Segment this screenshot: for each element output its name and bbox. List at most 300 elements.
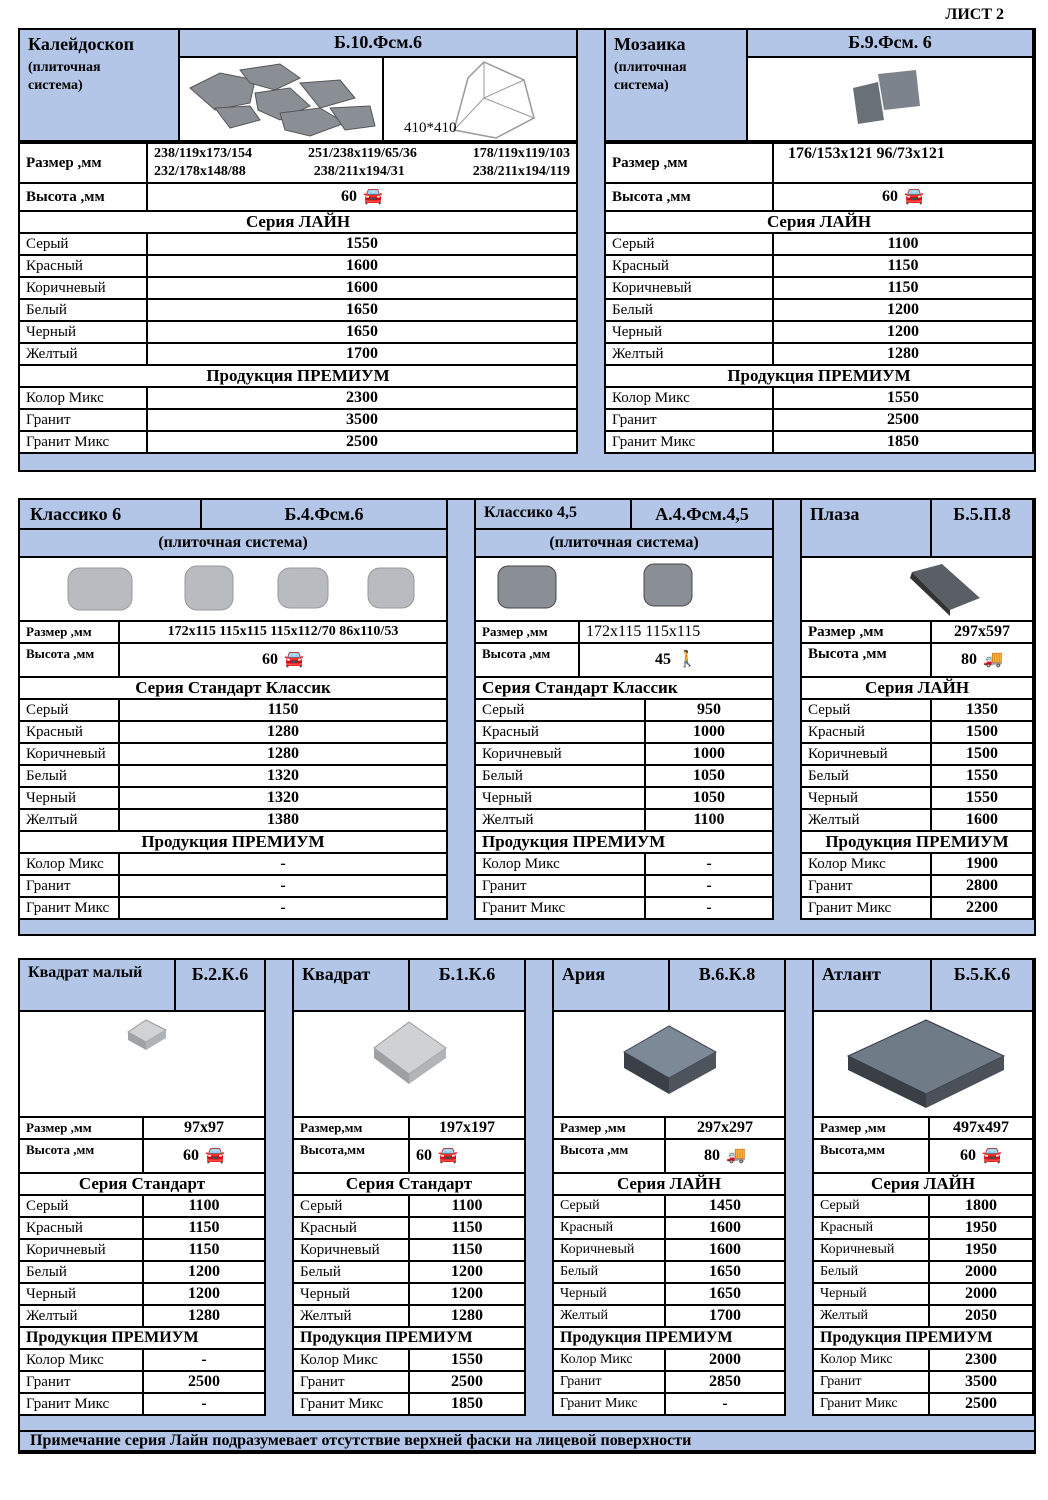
klassiko6-height: 60 🚘	[119, 643, 447, 677]
aria-color-1: Серый	[553, 1195, 665, 1217]
kaleido-height-label: Высота ,мм	[19, 183, 147, 211]
plaza-prem-price-3: 2200	[931, 897, 1033, 919]
plaza-price-4: 1550	[931, 765, 1033, 787]
kvadrat-color-5: Черный	[293, 1283, 409, 1305]
aria-prem-price-1: 2000	[665, 1349, 785, 1371]
price-row	[19, 233, 577, 255]
kaleido-prem-price-1: 2300	[147, 387, 577, 409]
price-row	[813, 1393, 1033, 1415]
kvadrat-price-3: 1150	[409, 1239, 525, 1261]
aria-prem-color-1: Колор Микс	[553, 1349, 665, 1371]
price-row	[801, 853, 1033, 875]
plaza-prem-color-3: Гранит Микс	[801, 897, 931, 919]
mozaika-prem-color-1: Колор Микс	[605, 387, 773, 409]
kaleido-price-5: 1650	[147, 321, 577, 343]
klassiko45-series: Серия Стандарт Классик	[475, 677, 773, 699]
kvadrat-code: Б.1.К.6	[438, 964, 496, 984]
plaza-code-cell	[930, 498, 1034, 558]
atlant-color-1: Серый	[813, 1195, 929, 1217]
klassiko45-code: А.4.Фсм.4,5	[655, 504, 749, 524]
atlant-photo	[812, 1010, 1034, 1118]
mozaika-table	[604, 142, 1034, 454]
kaleido-tiles-image	[180, 58, 382, 140]
kvadrat-color-3: Коричневый	[293, 1239, 409, 1261]
aria-size-label: Размер ,мм	[553, 1117, 665, 1139]
kvmal-color-4: Белый	[19, 1261, 143, 1283]
kvmal-prem-price-1: -	[143, 1349, 265, 1371]
klassiko6-prem-color-1: Колор Микс	[19, 853, 119, 875]
kaleido-photo	[178, 56, 384, 142]
atlant-prem-price-3: 2500	[929, 1393, 1033, 1415]
price-row	[605, 343, 1033, 365]
kvmal-height-label: Высота ,мм	[19, 1139, 143, 1173]
kvmal-color-2: Красный	[19, 1217, 143, 1239]
mozaika-photo	[746, 56, 1034, 142]
price-row	[801, 875, 1033, 897]
kvadrat-name: Квадрат	[302, 964, 371, 984]
kaleido-prem-price-3: 2500	[147, 431, 577, 453]
kvmal-name-cell	[18, 958, 176, 1012]
price-row	[801, 699, 1033, 721]
mozaika-price-2: 1150	[773, 255, 1033, 277]
price-row	[19, 299, 577, 321]
kaleido-price-3: 1600	[147, 277, 577, 299]
mozaika-color-4: Белый	[605, 299, 773, 321]
atlant-height-label: Высота,мм	[813, 1139, 929, 1173]
kvmal-color-6: Желтый	[19, 1305, 143, 1327]
truck-icon: 🚚	[726, 1147, 746, 1165]
kvmal-color-5: Черный	[19, 1283, 143, 1305]
aria-price-1: 1450	[665, 1195, 785, 1217]
price-row	[293, 1349, 525, 1371]
klassiko6-photo	[18, 556, 448, 622]
plaza-name: Плаза	[810, 504, 860, 524]
mozaika-prem-price-3: 1850	[773, 431, 1033, 453]
price-row	[553, 1261, 785, 1283]
kvadrat-color-6: Желтый	[293, 1305, 409, 1327]
atlant-color-4: Белый	[813, 1261, 929, 1283]
kaleido-sub: (плиточная система)	[28, 60, 101, 93]
aria-height-label: Высота ,мм	[553, 1139, 665, 1173]
plaza-color-1: Серый	[801, 699, 931, 721]
aria-price-2: 1600	[665, 1217, 785, 1239]
kvmal-price-4: 1200	[143, 1261, 265, 1283]
klassiko6-color-5: Черный	[19, 787, 119, 809]
kvmal-code: Б.2.К.6	[191, 964, 249, 984]
atlant-prem-price-1: 2300	[929, 1349, 1033, 1371]
klassiko45-prem-price-1: -	[645, 853, 773, 875]
kvadrat-price-6: 1280	[409, 1305, 525, 1327]
price-row	[475, 721, 773, 743]
klassiko6-prem-price-2: -	[119, 875, 447, 897]
atlant-price-1: 1800	[929, 1195, 1033, 1217]
kvadrat-price-5: 1200	[409, 1283, 525, 1305]
kaleido-prem-color-1: Колор Микс	[19, 387, 147, 409]
plaza-height-label: Высота ,мм	[801, 643, 931, 677]
kvmal-series: Серия Стандарт	[19, 1173, 265, 1195]
price-row	[475, 853, 773, 875]
price-row	[19, 1305, 265, 1327]
mozaika-height-label: Высота ,мм	[605, 183, 773, 211]
price-row	[19, 1393, 265, 1415]
klassiko45-color-4: Белый	[475, 765, 645, 787]
price-row	[19, 743, 447, 765]
atlant-color-6: Желтый	[813, 1305, 929, 1327]
atlant-tile-image	[814, 1012, 1032, 1116]
kvadrat-prem-color-1: Колор Микс	[293, 1349, 409, 1371]
atlant-price-5: 2000	[929, 1283, 1033, 1305]
car-icon: 🚘	[438, 1147, 458, 1165]
kvadrat-code-cell	[408, 958, 526, 1012]
mozaika-price-3: 1150	[773, 277, 1033, 299]
plaza-price-6: 1600	[931, 809, 1033, 831]
price-row	[19, 387, 577, 409]
klassiko6-color-3: Коричневый	[19, 743, 119, 765]
klassiko45-name: Классико 4,5	[484, 504, 578, 521]
kvadrat-prem-color-2: Гранит	[293, 1371, 409, 1393]
kaleido-size-label: Размер ,мм	[19, 143, 147, 183]
klassiko6-price-6: 1380	[119, 809, 447, 831]
kvmal-code-cell	[174, 958, 266, 1012]
klassiko45-color-3: Коричневый	[475, 743, 645, 765]
plaza-color-3: Коричневый	[801, 743, 931, 765]
price-row	[813, 1349, 1033, 1371]
plaza-series: Серия ЛАЙН	[801, 677, 1033, 699]
price-row	[605, 321, 1033, 343]
aria-color-6: Желтый	[553, 1305, 665, 1327]
mozaika-prem-color-2: Гранит	[605, 409, 773, 431]
price-row	[293, 1239, 525, 1261]
price-row	[553, 1283, 785, 1305]
price-row	[293, 1305, 525, 1327]
price-row	[801, 743, 1033, 765]
price-row	[19, 1283, 265, 1305]
kaleido-color-3: Коричневый	[19, 277, 147, 299]
mozaika-color-6: Желтый	[605, 343, 773, 365]
kvadrat-prem-color-3: Гранит Микс	[293, 1393, 409, 1415]
klassiko6-code: Б.4.Фсм.6	[284, 504, 364, 524]
klassiko6-sizes: 172x115 115x115 115x112/70 86x110/53	[119, 621, 447, 643]
price-row	[475, 743, 773, 765]
klassiko6-color-2: Красный	[19, 721, 119, 743]
kvmal-price-2: 1150	[143, 1217, 265, 1239]
mozaika-color-1: Серый	[605, 233, 773, 255]
price-row	[605, 277, 1033, 299]
klassiko45-price-3: 1000	[645, 743, 773, 765]
kvadrat-name-cell	[292, 958, 410, 1012]
aria-color-2: Красный	[553, 1217, 665, 1239]
price-row	[475, 875, 773, 897]
mozaika-height: 60 🚘	[773, 183, 1033, 211]
kaleido-table	[18, 142, 578, 454]
klassiko6-tiles-image	[20, 558, 446, 620]
price-row	[19, 343, 577, 365]
klassiko6-price-1: 1150	[119, 699, 447, 721]
atlant-prem-color-1: Колор Микс	[813, 1349, 929, 1371]
price-row	[475, 765, 773, 787]
price-row	[801, 765, 1033, 787]
price-row	[553, 1195, 785, 1217]
atlant-name-cell	[812, 958, 932, 1012]
kvadrat-tile-image	[294, 1012, 524, 1116]
kvmal-prem-color-3: Гранит Микс	[19, 1393, 143, 1415]
klassiko45-price-6: 1100	[645, 809, 773, 831]
atlant-price-2: 1950	[929, 1217, 1033, 1239]
mozaika-code: Б.9.Фсм. 6	[848, 32, 932, 52]
price-row	[19, 853, 447, 875]
klassiko6-premium: Продукция ПРЕМИУМ	[19, 831, 447, 853]
price-row	[19, 431, 577, 453]
kvadrat-photo	[292, 1010, 526, 1118]
price-row	[475, 699, 773, 721]
kvmal-table	[18, 1116, 266, 1416]
plaza-prem-price-2: 2800	[931, 875, 1033, 897]
klassiko6-price-5: 1320	[119, 787, 447, 809]
kvmal-premium: Продукция ПРЕМИУМ	[19, 1327, 265, 1349]
atlant-prem-color-2: Гранит	[813, 1371, 929, 1393]
kaleido-price-4: 1650	[147, 299, 577, 321]
klassiko45-price-4: 1050	[645, 765, 773, 787]
kaleido-name-cell	[18, 28, 180, 142]
kvadrat-price-1: 1100	[409, 1195, 525, 1217]
mozaika-color-5: Черный	[605, 321, 773, 343]
kaleido-drawing	[382, 56, 578, 142]
kvadrat-price-4: 1200	[409, 1261, 525, 1283]
kaleido-size-3: 178/119x119/103	[472, 146, 570, 161]
klassiko45-height: 45 🚶	[579, 643, 773, 677]
price-row	[553, 1239, 785, 1261]
aria-prem-price-2: 2850	[665, 1371, 785, 1393]
car-icon: 🚘	[205, 1147, 225, 1165]
kvadrat-color-1: Серый	[293, 1195, 409, 1217]
klassiko45-table	[474, 620, 774, 920]
kaleido-color-6: Желтый	[19, 343, 147, 365]
kaleido-size-4: 232/178x148/88	[154, 164, 246, 179]
price-row	[475, 809, 773, 831]
kvmal-prem-color-1: Колор Микс	[19, 1349, 143, 1371]
kvadrat-series: Серия Стандарт	[293, 1173, 525, 1195]
price-row	[293, 1283, 525, 1305]
price-row	[553, 1393, 785, 1415]
price-row	[553, 1349, 785, 1371]
kvmal-photo	[18, 1010, 266, 1118]
klassiko6-name: Классико 6	[30, 504, 122, 524]
price-row	[19, 1261, 265, 1283]
klassiko45-tiles-image	[476, 558, 772, 620]
klassiko45-price-1: 950	[645, 699, 773, 721]
sheet-label: ЛИСТ 2	[945, 6, 1004, 23]
kaleido-color-5: Черный	[19, 321, 147, 343]
plaza-table	[800, 620, 1034, 920]
price-row	[801, 809, 1033, 831]
mozaika-price-5: 1200	[773, 321, 1033, 343]
atlant-color-5: Черный	[813, 1283, 929, 1305]
plaza-prem-color-1: Колор Микс	[801, 853, 931, 875]
klassiko45-height-label: Высота ,мм	[475, 643, 579, 677]
kvadrat-height-label: Высота,мм	[293, 1139, 409, 1173]
price-row	[19, 1217, 265, 1239]
klassiko45-sizes: 172x115 115x115	[579, 621, 773, 643]
klassiko6-sub: (плиточная система)	[158, 534, 308, 551]
kvmal-sizes: 97x97	[143, 1117, 265, 1139]
kvmal-color-3: Коричневый	[19, 1239, 143, 1261]
klassiko6-series: Серия Стандарт Классик	[19, 677, 447, 699]
klassiko45-code-cell	[630, 498, 774, 530]
mozaika-price-4: 1200	[773, 299, 1033, 321]
price-row	[19, 1371, 265, 1393]
klassiko45-price-5: 1050	[645, 787, 773, 809]
price-row	[813, 1283, 1033, 1305]
atlant-prem-color-3: Гранит Микс	[813, 1393, 929, 1415]
plaza-color-5: Черный	[801, 787, 931, 809]
price-row	[813, 1195, 1033, 1217]
kvmal-price-5: 1200	[143, 1283, 265, 1305]
aria-code: В.6.К.8	[698, 964, 756, 984]
price-row	[293, 1261, 525, 1283]
kvadrat-color-4: Белый	[293, 1261, 409, 1283]
price-row	[19, 409, 577, 431]
mozaika-prem-color-3: Гранит Микс	[605, 431, 773, 453]
kaleido-price-1: 1550	[147, 233, 577, 255]
klassiko45-sub-cell	[474, 528, 774, 558]
plaza-sizes: 297x597	[931, 621, 1033, 643]
aria-tile-image	[554, 1012, 784, 1116]
klassiko45-price-2: 1000	[645, 721, 773, 743]
aria-price-4: 1650	[665, 1261, 785, 1283]
aria-price-5: 1650	[665, 1283, 785, 1305]
kaleido-prem-color-3: Гранит Микс	[19, 431, 147, 453]
plaza-size-label: Размер ,мм	[801, 621, 931, 643]
mozaika-name-cell	[604, 28, 748, 142]
mozaika-sizes: 176/153x121 96/73x121	[773, 143, 1033, 183]
aria-prem-price-3: -	[665, 1393, 785, 1415]
mozaika-price-6: 1280	[773, 343, 1033, 365]
footnote: Примечание серия Лайн подразумевает отсутствие верхней фаски на лицевой поверхности	[18, 1430, 1036, 1452]
atlant-size-label: Размер ,мм	[813, 1117, 929, 1139]
aria-height: 80 🚚	[665, 1139, 785, 1173]
klassiko6-table	[18, 620, 448, 920]
klassiko45-size-label: Размер ,мм	[475, 621, 579, 643]
price-row	[813, 1239, 1033, 1261]
mozaika-color-2: Красный	[605, 255, 773, 277]
price-row	[19, 699, 447, 721]
price-row	[475, 897, 773, 919]
price-row	[801, 721, 1033, 743]
price-row	[605, 431, 1033, 453]
kaleido-sizes	[147, 143, 577, 183]
kvmal-prem-color-2: Гранит	[19, 1371, 143, 1393]
mozaika-color-3: Коричневый	[605, 277, 773, 299]
klassiko6-price-4: 1320	[119, 765, 447, 787]
klassiko45-name-cell	[474, 498, 632, 530]
atlant-height: 60 🚘	[929, 1139, 1033, 1173]
mozaika-code-cell	[746, 28, 1034, 58]
aria-premium: Продукция ПРЕМИУМ	[553, 1327, 785, 1349]
price-row	[813, 1217, 1033, 1239]
price-row	[19, 1195, 265, 1217]
kvadrat-table	[292, 1116, 526, 1416]
aria-color-3: Коричневый	[553, 1239, 665, 1261]
price-row	[19, 1239, 265, 1261]
price-row	[293, 1393, 525, 1415]
plaza-price-1: 1350	[931, 699, 1033, 721]
plaza-color-6: Желтый	[801, 809, 931, 831]
klassiko6-price-2: 1280	[119, 721, 447, 743]
plaza-price-2: 1500	[931, 721, 1033, 743]
kvadrat-premium: Продукция ПРЕМИУМ	[293, 1327, 525, 1349]
klassiko45-prem-price-3: -	[645, 897, 773, 919]
price-row	[813, 1305, 1033, 1327]
price-row	[605, 299, 1033, 321]
price-row	[19, 321, 577, 343]
klassiko6-code-cell	[200, 498, 448, 530]
kvmal-size-label: Размер ,мм	[19, 1117, 143, 1139]
aria-price-3: 1600	[665, 1239, 785, 1261]
kaleido-color-4: Белый	[19, 299, 147, 321]
plaza-price-3: 1500	[931, 743, 1033, 765]
price-row	[293, 1217, 525, 1239]
kvmal-price-3: 1150	[143, 1239, 265, 1261]
aria-table	[552, 1116, 786, 1416]
mozaika-prem-price-2: 2500	[773, 409, 1033, 431]
klassiko6-color-6: Желтый	[19, 809, 119, 831]
kaleido-premium: Продукция ПРЕМИУМ	[19, 365, 577, 387]
price-row	[605, 233, 1033, 255]
price-row	[801, 787, 1033, 809]
price-row	[19, 765, 447, 787]
klassiko45-prem-color-1: Колор Микс	[475, 853, 645, 875]
atlant-name: Атлант	[822, 964, 881, 984]
plaza-color-2: Красный	[801, 721, 931, 743]
kvadrat-height: 60 🚘	[409, 1139, 525, 1173]
aria-color-4: Белый	[553, 1261, 665, 1283]
plaza-premium: Продукция ПРЕМИУМ	[801, 831, 1033, 853]
mozaika-size-label: Размер ,мм	[605, 143, 773, 183]
aria-code-cell	[668, 958, 786, 1012]
price-row	[19, 255, 577, 277]
kaleido-code: Б.10.Фсм.6	[333, 32, 423, 52]
plaza-tile-image	[802, 558, 1032, 620]
price-row	[19, 1349, 265, 1371]
aria-photo	[552, 1010, 786, 1118]
price-row	[813, 1371, 1033, 1393]
klassiko45-color-5: Черный	[475, 787, 645, 809]
atlant-price-6: 2050	[929, 1305, 1033, 1327]
mozaika-premium: Продукция ПРЕМИУМ	[605, 365, 1033, 387]
kaleido-prem-color-2: Гранит	[19, 409, 147, 431]
atlant-series: Серия ЛАЙН	[813, 1173, 1033, 1195]
kaleido-dim: 410*410	[404, 120, 457, 136]
kvmal-prem-price-3: -	[143, 1393, 265, 1415]
kaleido-series: Серия ЛАЙН	[19, 211, 577, 233]
price-row	[553, 1371, 785, 1393]
kaleido-price-6: 1700	[147, 343, 577, 365]
kvadrat-prem-price-3: 1850	[409, 1393, 525, 1415]
kaleido-size-1: 238/119x173/154	[154, 146, 253, 161]
klassiko45-premium: Продукция ПРЕМИУМ	[475, 831, 773, 853]
kvmal-height: 60 🚘	[143, 1139, 265, 1173]
atlant-price-4: 2000	[929, 1261, 1033, 1283]
klassiko6-size-label: Размер ,мм	[19, 621, 119, 643]
price-row	[605, 255, 1033, 277]
plaza-height: 80 🚚	[931, 643, 1033, 677]
klassiko6-color-4: Белый	[19, 765, 119, 787]
price-row	[475, 787, 773, 809]
plaza-price-5: 1550	[931, 787, 1033, 809]
klassiko45-prem-price-2: -	[645, 875, 773, 897]
kvmal-price-6: 1280	[143, 1305, 265, 1327]
price-row	[19, 277, 577, 299]
